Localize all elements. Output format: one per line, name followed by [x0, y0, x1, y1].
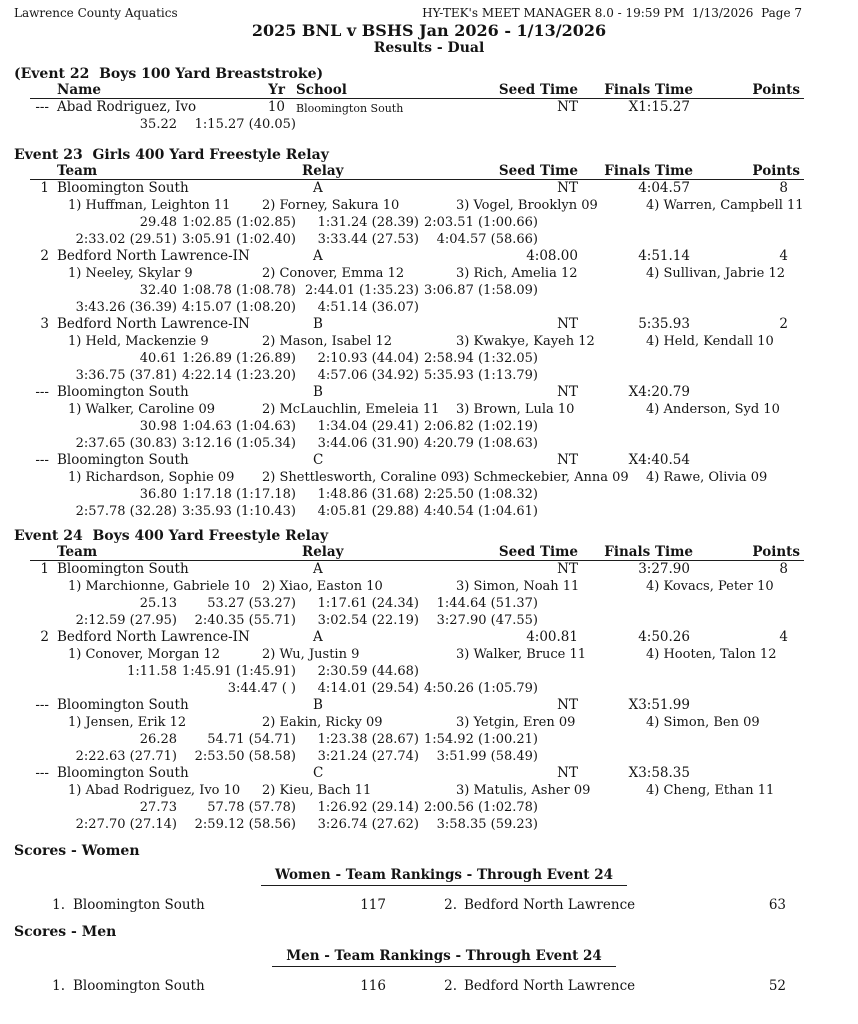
- splits-row: [0, 214, 858, 231]
- scores-gender-label: Scores - Men: [14, 924, 117, 940]
- relay-swimmers-row: [0, 265, 858, 282]
- split-time: 1:44.64 (51.37): [436, 596, 538, 611]
- team-rankings-heading-wrap: [0, 867, 858, 889]
- result-place: 1: [40, 180, 49, 196]
- result-team: Bedford North Lawrence-IN: [57, 629, 250, 645]
- column-header-points: Points: [752, 82, 800, 98]
- column-header-seed: Seed Time: [498, 82, 578, 98]
- split-time: 2:53.50 (58.58): [194, 749, 296, 764]
- split-time: 4:15.07 (1:08.20): [181, 300, 296, 315]
- splits-row: [0, 731, 858, 748]
- seed-time: NT: [557, 180, 578, 196]
- team-score: 116: [360, 978, 386, 994]
- relay-swimmer: 2) Wu, Justin 9: [262, 647, 360, 662]
- relay-letter: C: [313, 765, 324, 781]
- relay-swimmer: 1) Neeley, Skylar 9: [68, 266, 193, 281]
- column-header-seed: Seed Time: [498, 163, 578, 179]
- result-points: 2: [779, 316, 788, 332]
- split-time: 26.28: [139, 732, 177, 747]
- seed-time: NT: [557, 99, 578, 115]
- seed-time: 4:08.00: [526, 248, 578, 264]
- split-time: 1:45.91 (1:45.91): [181, 664, 296, 679]
- splits-row: [0, 367, 858, 384]
- splits-row: [0, 595, 858, 612]
- relay-swimmer: 1) Jensen, Erik 12: [68, 715, 187, 730]
- split-time: 2:27.70 (27.14): [75, 817, 177, 832]
- seed-time: NT: [557, 452, 578, 468]
- splits-row: [0, 748, 858, 765]
- split-time: 4:20.79 (1:08.63): [423, 436, 538, 451]
- result-place: ---: [35, 384, 49, 400]
- column-header-finals: Finals Time: [604, 82, 693, 98]
- relay-swimmer: 1) Held, Mackenzie 9: [68, 334, 209, 349]
- seed-time: 4:00.81: [526, 629, 578, 645]
- team-score: 63: [768, 897, 786, 913]
- split-time: 2:58.94 (1:32.05): [423, 351, 538, 366]
- team-score: 52: [768, 978, 786, 994]
- team-rankings-heading: Women - Team Rankings - Through Event 24: [261, 867, 627, 886]
- relay-swimmer: 1) Abad Rodriguez, Ivo 10: [68, 783, 241, 798]
- relay-swimmer: 4) Cheng, Ethan 11: [646, 783, 775, 798]
- relay-swimmers-row: [0, 197, 858, 214]
- relay-swimmer: 4) Simon, Ben 09: [646, 715, 760, 730]
- result-place: ---: [35, 697, 49, 713]
- relay-swimmer: 4) Held, Kendall 10: [646, 334, 774, 349]
- split-time: 3:44.06 (31.90): [317, 436, 419, 451]
- relay-swimmer: 3) Brown, Lula 10: [456, 402, 575, 417]
- split-time: 1:17.61 (24.34): [317, 596, 419, 611]
- relay-swimmer: 1) Huffman, Leighton 11: [68, 198, 231, 213]
- result-team: Bloomington South: [57, 561, 189, 577]
- column-header-row: [0, 83, 858, 99]
- result-points: 8: [779, 561, 788, 577]
- column-header-relay: Relay: [302, 544, 344, 560]
- result-team: Bloomington South: [57, 765, 189, 781]
- splits-row: [0, 418, 858, 435]
- finals-time: 4:50.26: [638, 629, 690, 645]
- result-team: Bloomington South: [57, 384, 189, 400]
- team-name: Bloomington South: [73, 978, 205, 994]
- software-meta: HY-TEK's MEET MANAGER 8.0 - 19:59 PM 1/13/2026 Page 7: [422, 6, 802, 20]
- team-score: 117: [360, 897, 386, 913]
- relay-swimmer: 3) Simon, Noah 11: [456, 579, 580, 594]
- split-time: 1:26.89 (1:26.89): [181, 351, 296, 366]
- split-time: 2:22.63 (27.71): [75, 749, 177, 764]
- finals-time: 4:51.14: [638, 248, 690, 264]
- column-header-row: [0, 545, 858, 561]
- relay-letter: B: [313, 697, 323, 713]
- result-team: Bedford North Lawrence-IN: [57, 248, 250, 264]
- result-place: 1: [40, 561, 49, 577]
- splits-row: [0, 680, 858, 697]
- team-rankings-heading: Men - Team Rankings - Through Event 24: [272, 948, 616, 967]
- split-time: 3:05.91 (1:02.40): [181, 232, 296, 247]
- team-name: Bedford North Lawrence: [464, 978, 636, 994]
- split-time: 2:37.65 (30.83): [75, 436, 177, 451]
- relay-swimmer: 3) Yetgin, Eren 09: [456, 715, 576, 730]
- relay-swimmer: 4) Anderson, Syd 10: [646, 402, 780, 417]
- scores-section: [0, 841, 858, 995]
- event-title: (Event 22 Boys 100 Yard Breaststroke): [14, 66, 324, 82]
- split-time: 30.98: [139, 419, 177, 434]
- relay-swimmer: 2) Xiao, Easton 10: [262, 579, 383, 594]
- column-header-row: [0, 164, 858, 180]
- event-title: Event 24 Boys 400 Yard Freestyle Relay: [14, 528, 329, 544]
- rank-number: 1.: [52, 897, 65, 913]
- team-name: Bloomington South: [73, 897, 205, 913]
- relay-swimmer: 4) Hooten, Talon 12: [646, 647, 777, 662]
- relay-letter: A: [313, 180, 323, 196]
- result-team: Bloomington South: [57, 697, 189, 713]
- column-header-points: Points: [752, 544, 800, 560]
- split-time: 3:43.26 (36.39): [75, 300, 177, 315]
- split-time: 3:12.16 (1:05.34): [181, 436, 296, 451]
- relay-letter: C: [313, 452, 324, 468]
- splits-row: [0, 612, 858, 629]
- splits-row: [0, 231, 858, 248]
- split-time: 25.13: [139, 596, 177, 611]
- seed-time: NT: [557, 765, 578, 781]
- column-header-points: Points: [752, 163, 800, 179]
- split-time: 3:02.54 (22.19): [317, 613, 419, 628]
- meet-title: 2025 BNL v BSHS Jan 2026 - 1/13/2026: [251, 21, 607, 40]
- split-time: 2:00.56 (1:02.78): [423, 800, 538, 815]
- split-time: 2:44.01 (1:35.23): [304, 283, 419, 298]
- split-time: 2:06.82 (1:02.19): [423, 419, 538, 434]
- relay-result-row: [0, 248, 858, 265]
- split-time: 1:17.18 (1:17.18): [181, 487, 296, 502]
- split-time: 1:48.86 (31.68): [317, 487, 419, 502]
- relay-swimmers-row: [0, 646, 858, 663]
- split-time: 4:57.06 (34.92): [317, 368, 419, 383]
- split-time: 29.48: [139, 215, 177, 230]
- relay-result-row: [0, 316, 858, 333]
- page-header: [0, 6, 858, 21]
- result-team: Bedford North Lawrence-IN: [57, 316, 250, 332]
- splits-row: [0, 486, 858, 503]
- split-time: 2:10.93 (44.04): [317, 351, 419, 366]
- split-time: 35.22: [139, 117, 177, 132]
- relay-result-row: [0, 629, 858, 646]
- relay-result-row: [0, 561, 858, 578]
- column-header-finals: Finals Time: [604, 544, 693, 560]
- seed-time: NT: [557, 384, 578, 400]
- finals-time: 3:27.90: [638, 561, 690, 577]
- relay-letter: B: [313, 384, 323, 400]
- rank-number: 2.: [444, 978, 457, 994]
- individual-result-row: [0, 99, 858, 116]
- column-header-finals: Finals Time: [604, 163, 693, 179]
- swimmer-name: Abad Rodriguez, Ivo: [57, 99, 197, 115]
- report-type: Results - Dual: [373, 40, 485, 56]
- relay-letter: A: [313, 248, 323, 264]
- split-time: 2:25.50 (1:08.32): [423, 487, 538, 502]
- event-23-section: [0, 147, 858, 520]
- split-time: 1:23.38 (28.67): [317, 732, 419, 747]
- split-time: 1:26.92 (29.14): [317, 800, 419, 815]
- split-time: 2:59.12 (58.56): [194, 817, 296, 832]
- team-rankings-heading-wrap: [0, 948, 858, 970]
- relay-letter: A: [313, 561, 323, 577]
- relay-swimmers-row: [0, 333, 858, 350]
- result-team: Bloomington South: [57, 452, 189, 468]
- split-time: 54.71 (54.71): [207, 732, 296, 747]
- split-time: 40.61: [139, 351, 177, 366]
- relay-result-row: [0, 452, 858, 469]
- finals-time: 5:35.93: [638, 316, 690, 332]
- relay-swimmer: 4) Warren, Campbell 11: [646, 198, 804, 213]
- split-time: 4:04.57 (58.66): [436, 232, 538, 247]
- splits-row: [0, 282, 858, 299]
- relay-swimmer: 2) Kieu, Bach 11: [262, 783, 372, 798]
- splits-row: [0, 350, 858, 367]
- finals-time: X4:20.79: [628, 384, 690, 400]
- column-header-name: Name: [57, 82, 101, 98]
- relay-swimmer: 1) Conover, Morgan 12: [68, 647, 221, 662]
- relay-swimmer: 3) Vogel, Brooklyn 09: [456, 198, 598, 213]
- relay-swimmer: 1) Walker, Caroline 09: [68, 402, 216, 417]
- result-place: 3: [40, 316, 49, 332]
- team-ranking-row: [0, 896, 858, 914]
- split-time: 3:21.24 (27.74): [317, 749, 419, 764]
- split-time: 1:15.27 (40.05): [194, 117, 296, 132]
- result-points: 4: [779, 629, 788, 645]
- split-time: 3:58.35 (59.23): [436, 817, 538, 832]
- column-header-relay: Relay: [302, 163, 344, 179]
- split-time: 3:51.99 (58.49): [436, 749, 538, 764]
- split-time: 57.78 (57.78): [207, 800, 296, 815]
- seed-time: NT: [557, 697, 578, 713]
- split-time: 1:34.04 (29.41): [317, 419, 419, 434]
- split-time: 32.40: [139, 283, 177, 298]
- relay-result-row: [0, 384, 858, 401]
- split-time: 3:27.90 (47.55): [436, 613, 538, 628]
- split-time: 53.27 (53.27): [207, 596, 296, 611]
- split-time: 5:35.93 (1:13.79): [423, 368, 538, 383]
- result-place: 2: [40, 629, 49, 645]
- relay-swimmer: 2) Eakin, Ricky 09: [262, 715, 383, 730]
- split-time: 4:51.14 (36.07): [317, 300, 419, 315]
- split-time: 4:14.01 (29.54): [317, 681, 419, 696]
- relay-swimmer: 2) Mason, Isabel 12: [262, 334, 393, 349]
- event-title: Event 23 Girls 400 Yard Freestyle Relay: [14, 147, 329, 163]
- relay-swimmer: 2) Conover, Emma 12: [262, 266, 405, 281]
- result-points: 8: [779, 180, 788, 196]
- relay-swimmer: 3) Matulis, Asher 09: [456, 783, 591, 798]
- seed-time: NT: [557, 561, 578, 577]
- relay-result-row: [0, 765, 858, 782]
- split-time: 3:26.74 (27.62): [317, 817, 419, 832]
- finals-time: X3:51.99: [628, 697, 690, 713]
- rank-number: 1.: [52, 978, 65, 994]
- relay-swimmers-row: [0, 401, 858, 418]
- split-time: 1:54.92 (1:00.21): [423, 732, 538, 747]
- split-time: 2:12.59 (27.95): [75, 613, 177, 628]
- event-24-section: [0, 528, 858, 833]
- column-header-yr: Yr: [268, 82, 285, 98]
- relay-swimmer: 1) Richardson, Sophie 09: [68, 470, 235, 485]
- swimmer-school: Bloomington South: [296, 102, 404, 115]
- relay-swimmer: 3) Rich, Amelia 12: [456, 266, 578, 281]
- team-name: Bedford North Lawrence: [464, 897, 636, 913]
- event-22-section: [0, 66, 858, 133]
- result-place: ---: [35, 99, 49, 115]
- rank-number: 2.: [444, 897, 457, 913]
- scores-gender-label: Scores - Women: [14, 843, 140, 859]
- split-time: 2:03.51 (1:00.66): [423, 215, 538, 230]
- relay-swimmer: 2) Forney, Sakura 10: [262, 198, 400, 213]
- relay-result-row: [0, 697, 858, 714]
- relay-swimmer: 4) Kovacs, Peter 10: [646, 579, 774, 594]
- result-team: Bloomington South: [57, 180, 189, 196]
- split-time: 1:31.24 (28.39): [317, 215, 419, 230]
- relay-swimmer: 3) Walker, Bruce 11: [456, 647, 587, 662]
- split-time: 3:06.87 (1:58.09): [423, 283, 538, 298]
- split-time: 1:11.58: [127, 664, 177, 679]
- relay-letter: B: [313, 316, 323, 332]
- split-time: 4:50.26 (1:05.79): [423, 681, 538, 696]
- splits-row: [0, 116, 858, 133]
- result-place: ---: [35, 452, 49, 468]
- finals-time: X1:15.27: [628, 99, 690, 115]
- column-header-seed: Seed Time: [498, 544, 578, 560]
- relay-swimmer: 4) Rawe, Olivia 09: [646, 470, 768, 485]
- relay-swimmer: 4) Sullivan, Jabrie 12: [646, 266, 785, 281]
- splits-row: [0, 503, 858, 520]
- relay-swimmers-row: [0, 782, 858, 799]
- split-time: 3:33.44 (27.53): [317, 232, 419, 247]
- finals-time: X3:58.35: [628, 765, 690, 781]
- split-time: 1:02.85 (1:02.85): [181, 215, 296, 230]
- split-time: 4:05.81 (29.88): [317, 504, 419, 519]
- split-time: 2:33.02 (29.51): [75, 232, 177, 247]
- split-time: 4:22.14 (1:23.20): [181, 368, 296, 383]
- relay-swimmer: 2) Shettlesworth, Coraline 09: [262, 470, 458, 485]
- relay-letter: A: [313, 629, 323, 645]
- relay-result-row: [0, 180, 858, 197]
- seed-time: NT: [557, 316, 578, 332]
- result-points: 4: [779, 248, 788, 264]
- swimmer-year: 10: [267, 99, 285, 115]
- relay-swimmer: 1) Marchionne, Gabriele 10: [68, 579, 251, 594]
- splits-row: [0, 663, 858, 680]
- column-header-team: Team: [57, 544, 98, 560]
- relay-swimmers-row: [0, 578, 858, 595]
- split-time: 2:40.35 (55.71): [194, 613, 296, 628]
- relay-swimmer: 2) McLauchlin, Emeleia 11: [262, 402, 440, 417]
- relay-swimmers-row: [0, 714, 858, 731]
- split-time: 2:30.59 (44.68): [317, 664, 419, 679]
- split-time: 3:44.47 ( ): [227, 681, 296, 696]
- splits-row: [0, 799, 858, 816]
- column-header-team: Team: [57, 163, 98, 179]
- splits-row: [0, 299, 858, 316]
- facility-name: Lawrence County Aquatics: [14, 6, 178, 20]
- split-time: 27.73: [139, 800, 177, 815]
- result-place: ---: [35, 765, 49, 781]
- relay-swimmers-row: [0, 469, 858, 486]
- splits-row: [0, 816, 858, 833]
- split-time: 1:08.78 (1:08.78): [181, 283, 296, 298]
- relay-swimmer: 3) Kwakye, Kayeh 12: [456, 334, 595, 349]
- split-time: 3:35.93 (1:10.43): [181, 504, 296, 519]
- splits-row: [0, 435, 858, 452]
- split-time: 1:04.63 (1:04.63): [181, 419, 296, 434]
- split-time: 2:57.78 (32.28): [75, 504, 177, 519]
- result-place: 2: [40, 248, 49, 264]
- relay-swimmer: 3) Schmeckebier, Anna 09: [456, 470, 629, 485]
- finals-time: 4:04.57: [638, 180, 690, 196]
- column-header-school: School: [296, 82, 347, 98]
- team-ranking-row: [0, 977, 858, 995]
- split-time: 4:40.54 (1:04.61): [423, 504, 538, 519]
- finals-time: X4:40.54: [628, 452, 690, 468]
- split-time: 36.80: [139, 487, 177, 502]
- split-time: 3:36.75 (37.81): [75, 368, 177, 383]
